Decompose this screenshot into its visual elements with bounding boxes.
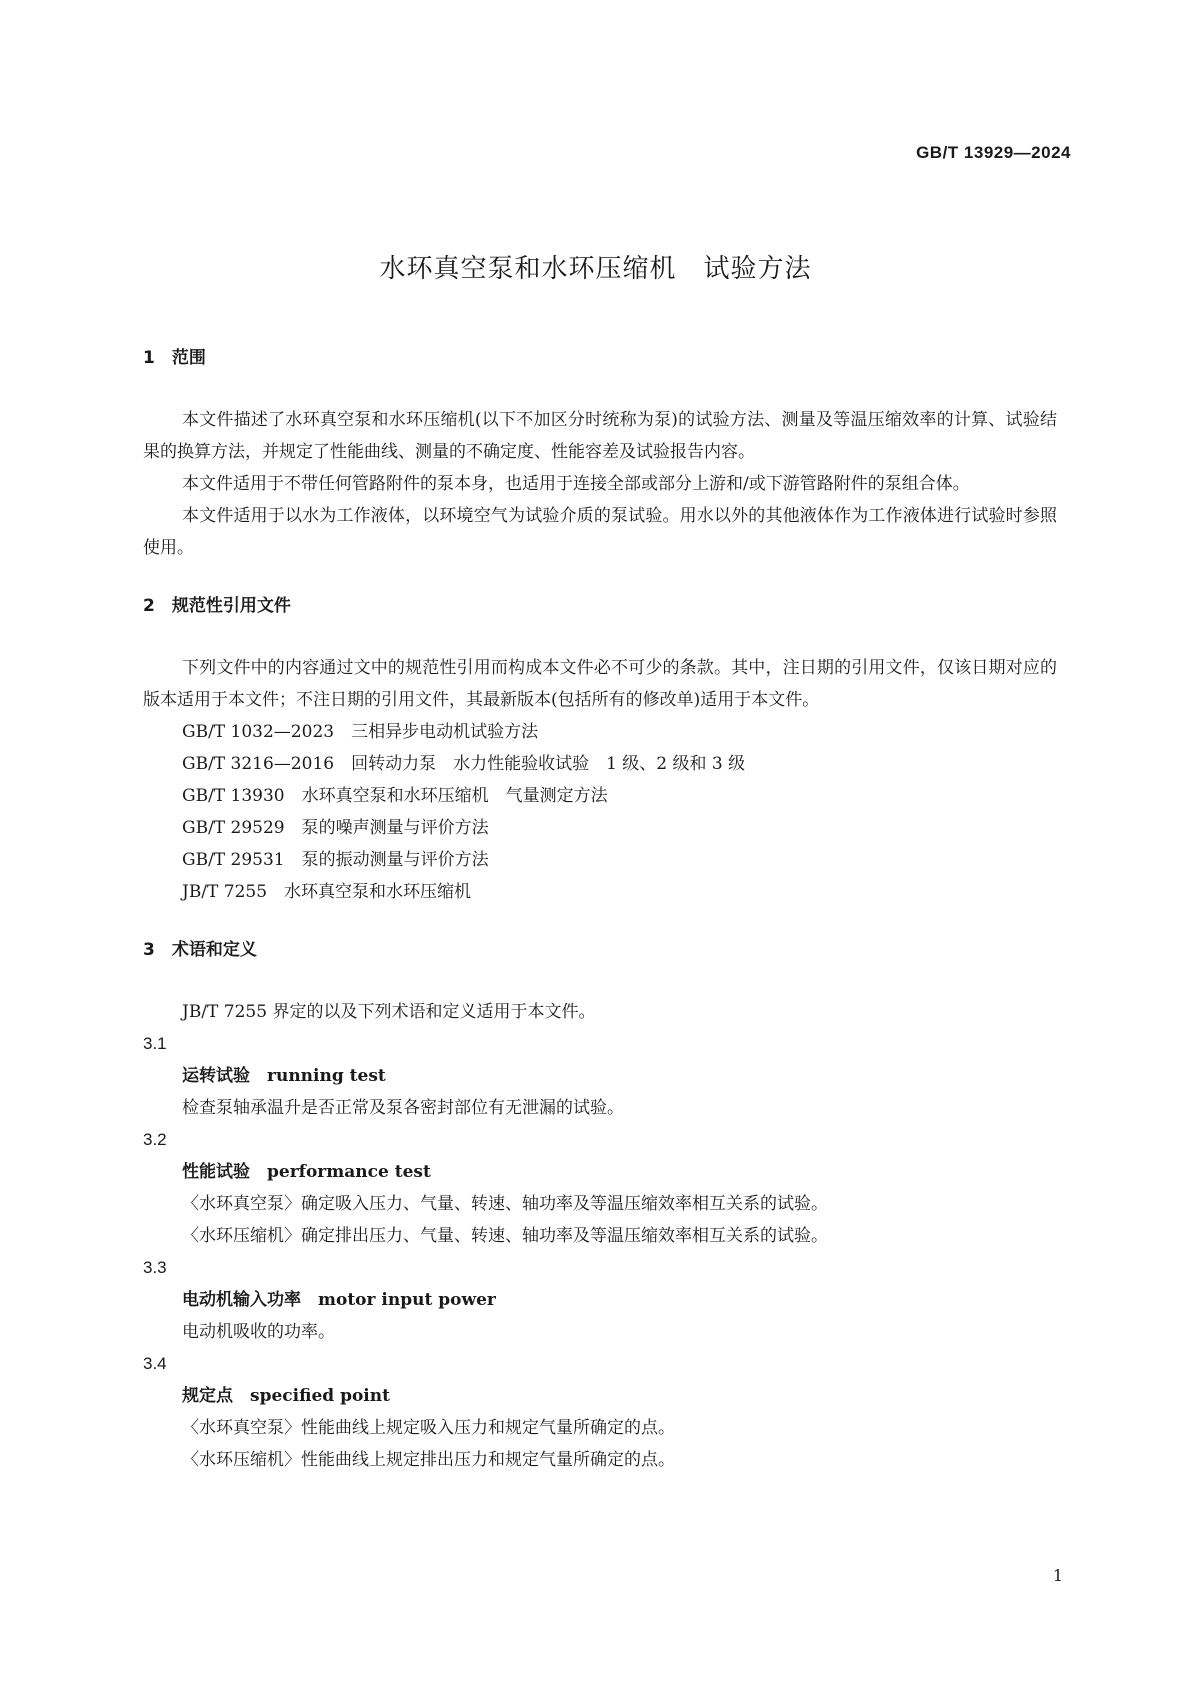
term-definition: 〈水环压缩机〉确定排出压力、气量、转速、轴功率及等温压缩效率相互关系的试验。 bbox=[182, 1226, 828, 1246]
reference-item: GB/T 29531 泵的振动测量与评价方法 bbox=[182, 850, 489, 870]
section-heading-normative-references: 2 规范性引用文件 bbox=[143, 596, 291, 616]
term-definition: 〈水环真空泵〉确定吸入压力、气量、转速、轴功率及等温压缩效率相互关系的试验。 bbox=[182, 1194, 828, 1214]
term-name: 性能试验 performance test bbox=[182, 1162, 431, 1182]
reference-item: JB/T 7255 水环真空泵和水环压缩机 bbox=[182, 882, 472, 902]
term-name: 电动机输入功率 motor input power bbox=[182, 1290, 496, 1310]
reference-item: GB/T 3216—2016 回转动力泵 水力性能验收试验 1 级、2 级和 3 级 bbox=[182, 754, 746, 774]
term-number: 3.2 bbox=[143, 1130, 167, 1149]
document-title: 水环真空泵和水环压缩机 试验方法 bbox=[379, 254, 812, 284]
term-name: 规定点 specified point bbox=[182, 1386, 390, 1406]
section-heading-terms-definitions: 3 术语和定义 bbox=[143, 940, 257, 960]
term-name: 运转试验 running test bbox=[182, 1066, 386, 1086]
term-number: 3.4 bbox=[143, 1354, 167, 1373]
term-definition: 〈水环真空泵〉性能曲线上规定吸入压力和规定气量所确定的点。 bbox=[182, 1418, 675, 1438]
term-definition: 电动机吸收的功率。 bbox=[182, 1322, 335, 1342]
paragraph: JB/T 7255 界定的以及下列术语和定义适用于本文件。 bbox=[182, 1002, 596, 1022]
section-heading-scope: 1 范围 bbox=[143, 348, 206, 368]
reference-item: GB/T 29529 泵的噪声测量与评价方法 bbox=[182, 818, 489, 838]
reference-item: GB/T 1032—2023 三相异步电动机试验方法 bbox=[182, 722, 539, 742]
paragraph: 本文件描述了水环真空泵和水环压缩机(以下不加区分时统称为泵)的试验方法、测量及等温压缩效率的计算、试验结果的换算方法，并规定了性能曲线、测量的不确定度、性能容差及试验报告内容。 bbox=[143, 410, 1057, 462]
document-body bbox=[143, 344, 1057, 1476]
page-number: 1 bbox=[1052, 1566, 1063, 1585]
paragraph: 下列文件中的内容通过文中的规范性引用而构成本文件必不可少的条款。其中，注日期的引用文件，仅该日期对应的版本适用于本文件；不注日期的引用文件，其最新版本(包括所有的修改单)适用于本文件。 bbox=[143, 658, 1057, 710]
term-definition: 检查泵轴承温升是否正常及泵各密封部位有无泄漏的试验。 bbox=[182, 1098, 624, 1118]
term-definition: 〈水环压缩机〉性能曲线上规定排出压力和规定气量所确定的点。 bbox=[182, 1450, 675, 1470]
term-number: 3.3 bbox=[143, 1258, 167, 1277]
term-number: 3.1 bbox=[143, 1034, 167, 1053]
standard-code: GB/T 13929—2024 bbox=[916, 143, 1071, 162]
paragraph: 本文件适用于不带任何管路附件的泵本身，也适用于连接全部或部分上游和/或下游管路附件的泵组合体。 bbox=[182, 474, 970, 494]
paragraph: 本文件适用于以水为工作液体，以环境空气为试验介质的泵试验。用水以外的其他液体作为工作液体进行试验时参照使用。 bbox=[143, 506, 1057, 558]
reference-item: GB/T 13930 水环真空泵和水环压缩机 气量测定方法 bbox=[182, 786, 608, 806]
